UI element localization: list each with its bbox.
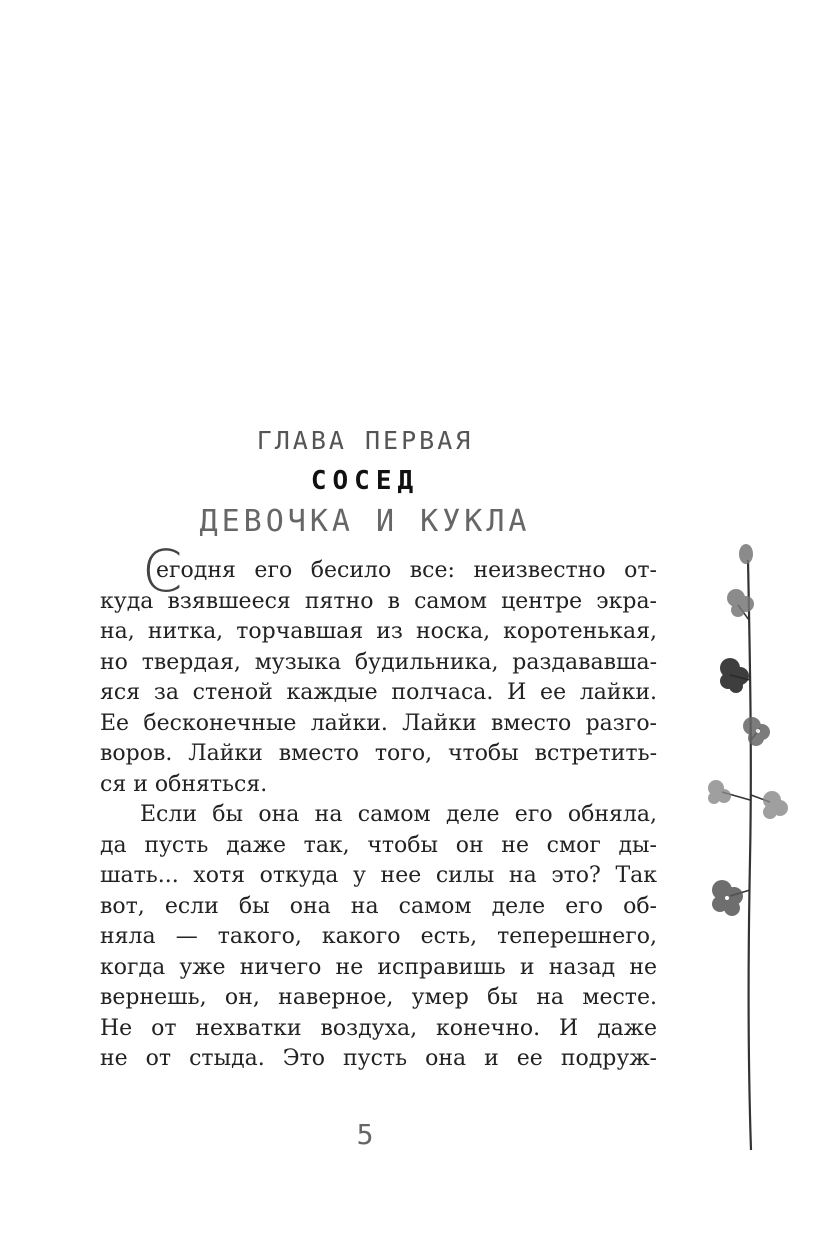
chapter-title: СОСЕД [310, 466, 420, 496]
text-line: когда уже ничего не исправишь и назад не [100, 954, 657, 980]
body-text [100, 537, 657, 1075]
text-line: воров. Лайки вместо того, чтобы встретить- [100, 741, 657, 766]
text-line: ся и обняться. [100, 771, 268, 797]
text-line: куда взявшееся пятно в самом центре экра- [100, 588, 657, 614]
page-number: 5 [356, 1118, 374, 1151]
flower-stem-illustration-icon [690, 540, 810, 1160]
text-line: няла — такого, какого есть, теперешнего, [100, 924, 657, 949]
text-line: шать... хотя откуда у нее силы на это? Так [100, 863, 657, 888]
text-line: вот, если бы она на самом деле его об- [100, 893, 657, 919]
text-line: но твердая, музыка будильника, раздававша- [100, 649, 657, 675]
text-line: на, нитка, торчавшая из носка, коротенькая, [100, 619, 657, 644]
text-line: яся за стеной каждые полчаса. И ее лайки. [100, 680, 657, 705]
chapter-label: ГЛАВА ПЕРВАЯ [256, 426, 474, 455]
text-line: вернешь, он, наверное, умер бы на месте. [100, 985, 657, 1010]
drop-cap: С [142, 537, 183, 605]
text-line: да пусть даже так, чтобы он не смог ды- [100, 832, 657, 858]
text-line: Не от нехватки воздуха, конечно. И даже [100, 1015, 657, 1041]
text-line: егодня его бесило все: неизвестно от- [156, 558, 657, 583]
text-line: не от стыда. Это пусть она и ее подруж- [100, 1046, 657, 1071]
chapter-subtitle: ДЕВОЧКА И КУКЛА [199, 504, 531, 539]
text-line: Если бы она на самом деле его обняла, [140, 802, 657, 827]
text-line: Ее бесконечные лайки. Лайки вместо разго- [100, 710, 657, 736]
